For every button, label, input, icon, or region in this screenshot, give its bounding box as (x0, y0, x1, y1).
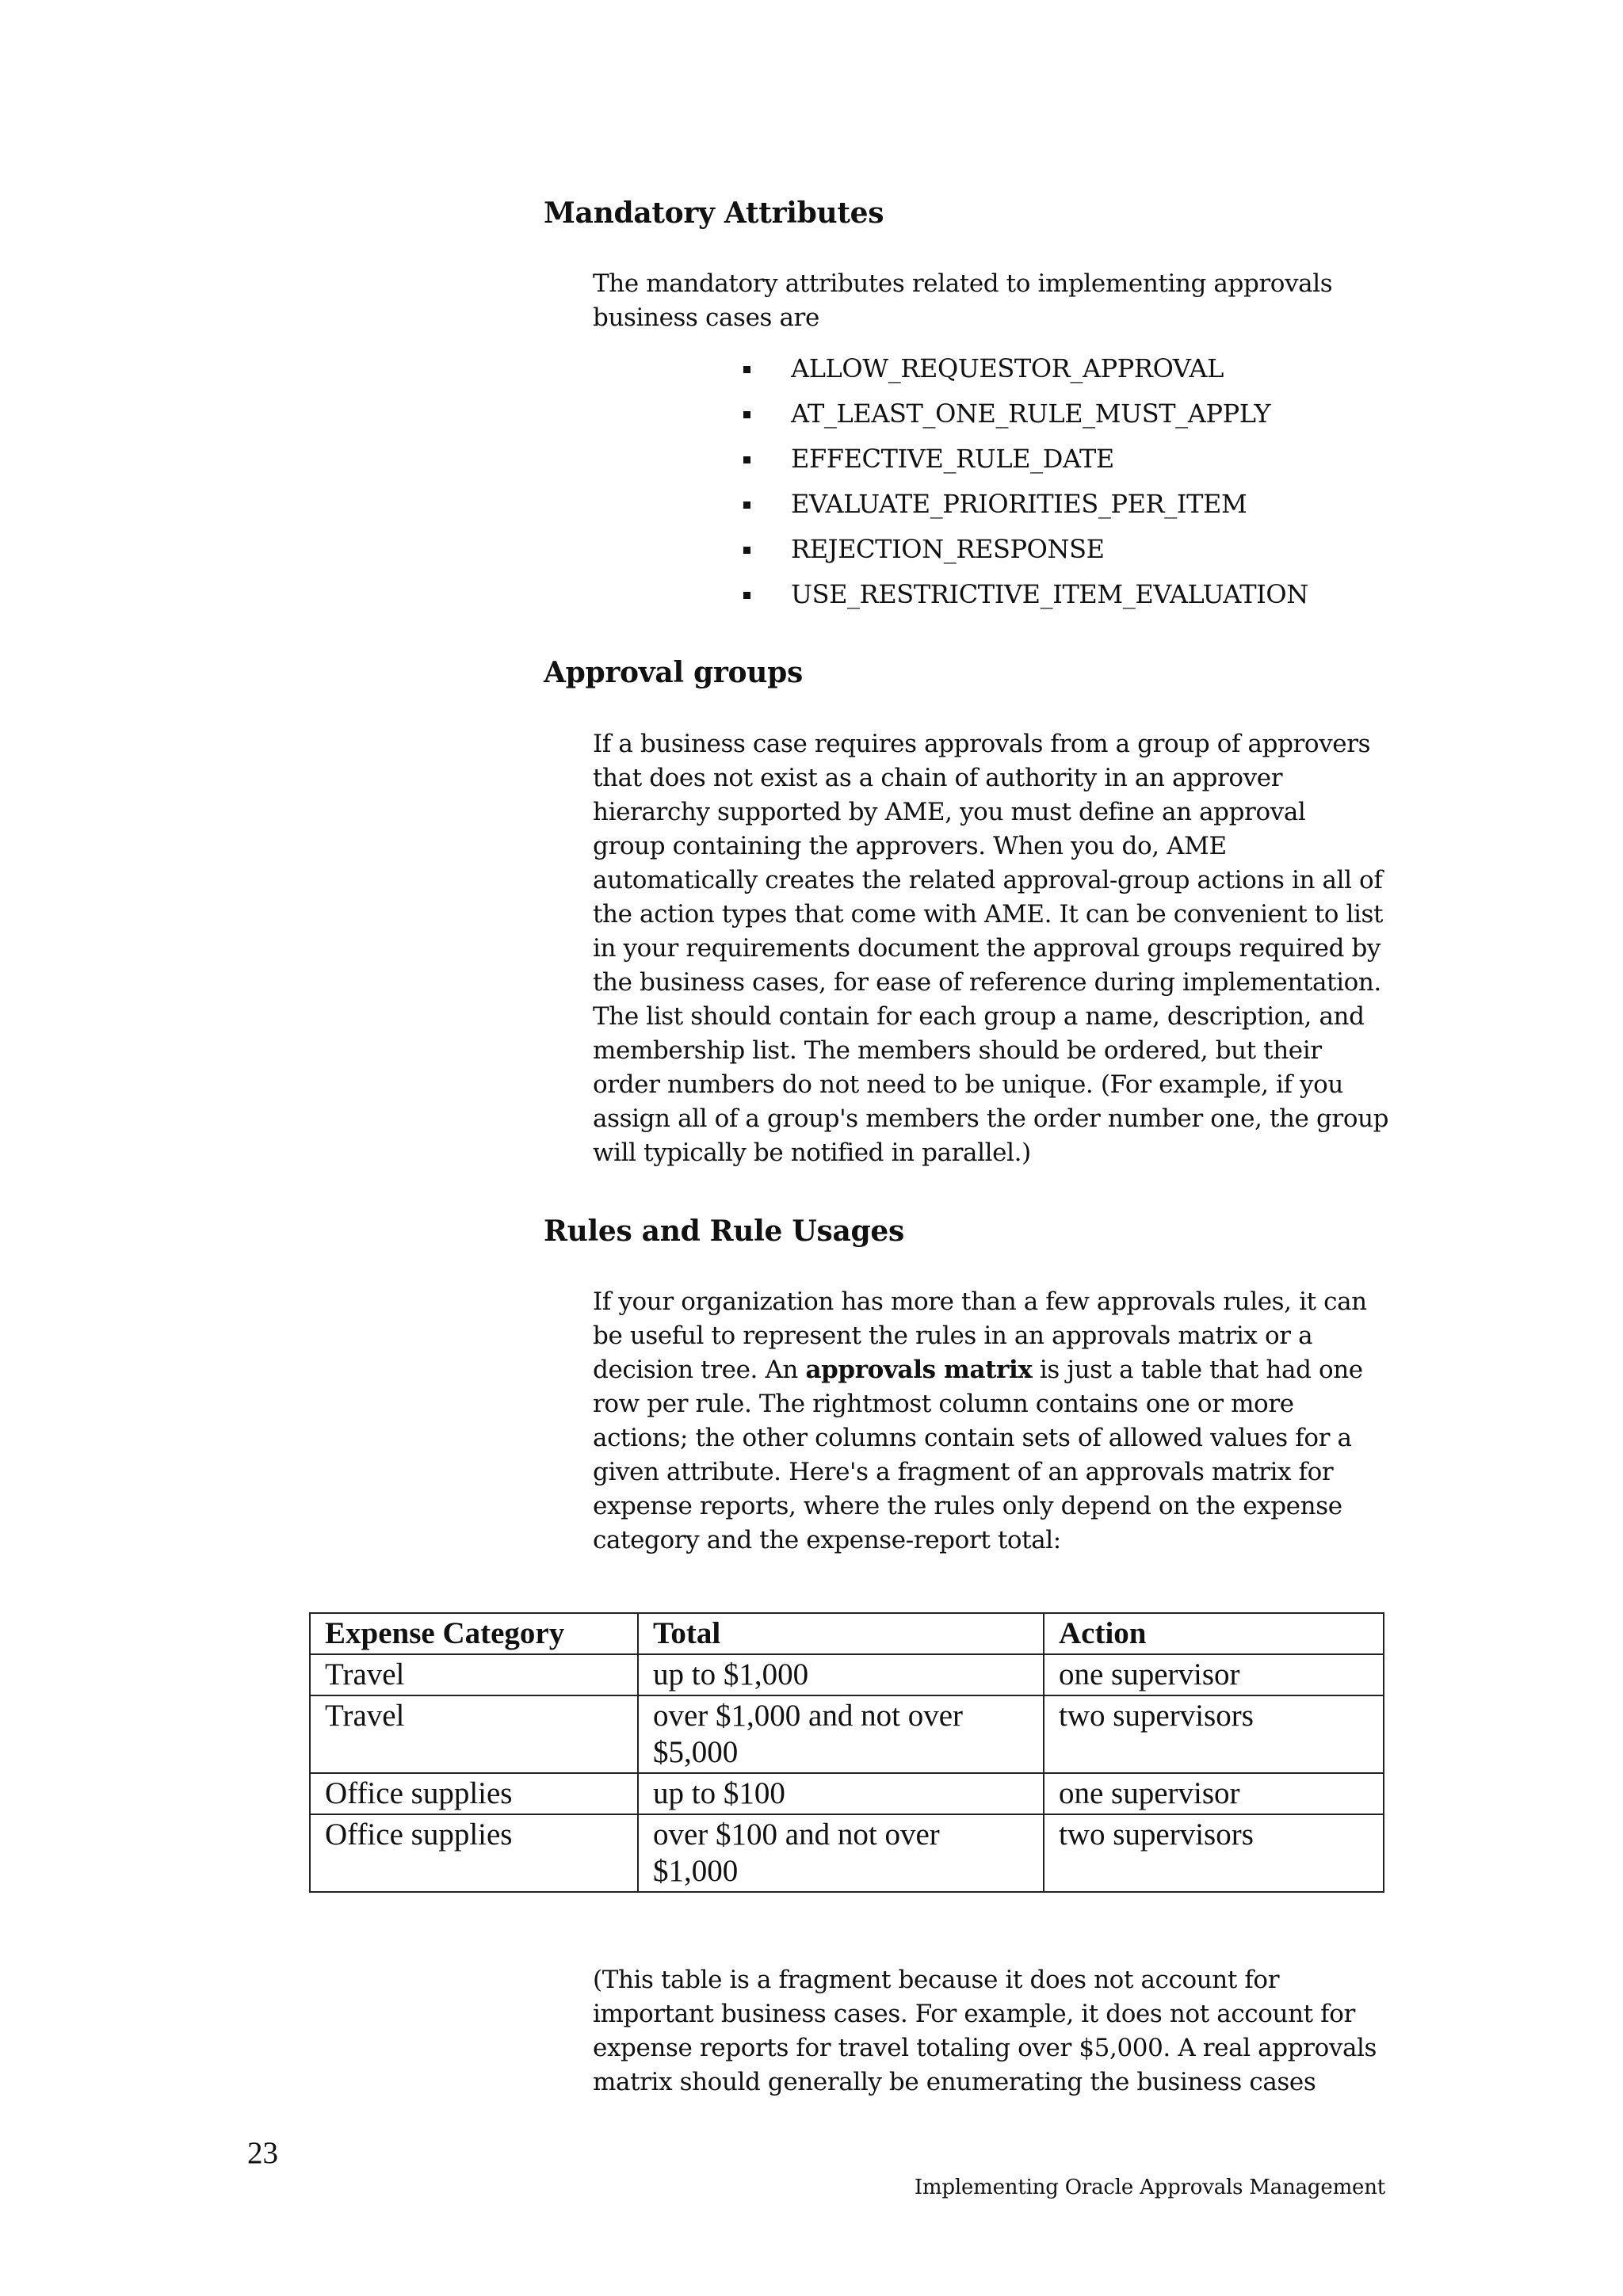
list-item: EFFECTIVE_RULE_DATE (743, 437, 1308, 482)
list-item: USE_RESTRICTIVE_ITEM_EVALUATION (743, 572, 1308, 617)
square-bullet-icon (743, 547, 750, 554)
text-line: given attribute. Here's a fragment of an approvals matrix for (593, 1458, 1334, 1486)
text-line: actions; the other columns contain sets of allowed values for a (593, 1424, 1352, 1452)
mandatory-intro-line: business cases are (593, 303, 819, 332)
text-line: membership list. The members should be ordered, but their (593, 1036, 1322, 1065)
table-cell: two supervisors (1044, 1695, 1384, 1773)
square-bullet-icon (743, 502, 750, 509)
text-line: in your requirements document the approval groups required by (593, 934, 1381, 963)
text-line: automatically creates the related approval-group actions in all of (593, 866, 1383, 894)
square-bullet-icon (743, 592, 750, 599)
list-item: REJECTION_RESPONSE (743, 527, 1308, 572)
square-bullet-icon (743, 411, 750, 418)
text-line: that does not exist as a chain of authority in an approver (593, 764, 1283, 792)
text-line: group containing the approvers. When you do, AME (593, 832, 1227, 860)
rules-paragraph (593, 1285, 1393, 1558)
page-number: 23 (247, 2136, 278, 2170)
text-line: The list should contain for each group a name, description, and (593, 1002, 1365, 1031)
text-line: row per rule. The rightmost column contains one or more (593, 1390, 1294, 1418)
heading-approval-groups: Approval groups (544, 656, 803, 689)
table-cell: over $1,000 and not over $5,000 (638, 1695, 1044, 1773)
text-line: expense reports for travel totaling over $5,000. A real approvals (593, 2034, 1377, 2062)
list-item: ALLOW_REQUESTOR_APPROVAL (743, 346, 1308, 391)
column-header-expense-category: Expense Category (310, 1613, 638, 1654)
approvals-matrix-term: approvals matrix (805, 1356, 1033, 1384)
table-cell: Travel (310, 1654, 638, 1695)
text-line: hierarchy supported by AME, you must define an approval (593, 798, 1306, 826)
heading-mandatory-attributes: Mandatory Attributes (544, 196, 884, 230)
text-line: (This table is a fragment because it does not account for (593, 1966, 1280, 1994)
text-line: the business cases, for ease of reference during implementation. (593, 968, 1381, 997)
text-line: If your organization has more than a few approvals rules, it can (593, 1287, 1367, 1316)
table-cell: up to $1,000 (638, 1654, 1044, 1695)
after-table-paragraph (593, 1963, 1393, 2100)
table-cell: Office supplies (310, 1814, 638, 1892)
approvals-matrix-table (309, 1612, 1384, 1893)
text-line: order numbers do not need to be unique. (For example, if you (593, 1070, 1343, 1099)
heading-rules-and-rule-usages: Rules and Rule Usages (544, 1215, 904, 1248)
table-row (310, 1695, 1384, 1773)
text-line: category and the expense-report total: (593, 1526, 1061, 1554)
text-line: decision tree. An approvals matrix is just a table that had one (593, 1356, 1363, 1384)
list-item: EVALUATE_PRIORITIES_PER_ITEM (743, 482, 1308, 527)
square-bullet-icon (743, 366, 750, 373)
list-item: AT_LEAST_ONE_RULE_MUST_APPLY (743, 391, 1308, 437)
column-header-total: Total (638, 1613, 1044, 1654)
text-line: expense reports, where the rules only depend on the expense (593, 1492, 1342, 1520)
table-cell: two supervisors (1044, 1814, 1384, 1892)
text-line: be useful to represent the rules in an approvals matrix or a (593, 1322, 1313, 1350)
table-cell: over $100 and not over $1,000 (638, 1814, 1044, 1892)
table-row (310, 1773, 1384, 1814)
page-footer: Implementing Oracle Approvals Management (914, 2176, 1385, 2199)
text-line: If a business case requires approvals from a group of approvers (593, 730, 1371, 758)
text-line: the action types that come with AME. It can be convenient to list (593, 900, 1384, 929)
table-row (310, 1814, 1384, 1892)
column-header-action: Action (1044, 1613, 1384, 1654)
table-row (310, 1654, 1384, 1695)
square-bullet-icon (743, 456, 750, 463)
table-cell: up to $100 (638, 1773, 1044, 1814)
table-cell: one supervisor (1044, 1654, 1384, 1695)
text-line: assign all of a group's members the order number one, the group (593, 1104, 1389, 1133)
table-cell: Travel (310, 1695, 638, 1773)
table-header-row (310, 1613, 1384, 1654)
mandatory-intro-line: The mandatory attributes related to implementing approvals (593, 269, 1333, 298)
text-line: matrix should generally be enumerating the business cases (593, 2068, 1316, 2096)
mandatory-intro (593, 267, 1393, 335)
table-cell: one supervisor (1044, 1773, 1384, 1814)
table-cell: Office supplies (310, 1773, 638, 1814)
approval-groups-paragraph (593, 727, 1393, 1170)
text-line: will typically be notified in parallel.) (593, 1138, 1031, 1167)
text-line: important business cases. For example, it does not account for (593, 2000, 1355, 2028)
mandatory-attribute-list (743, 346, 1308, 617)
